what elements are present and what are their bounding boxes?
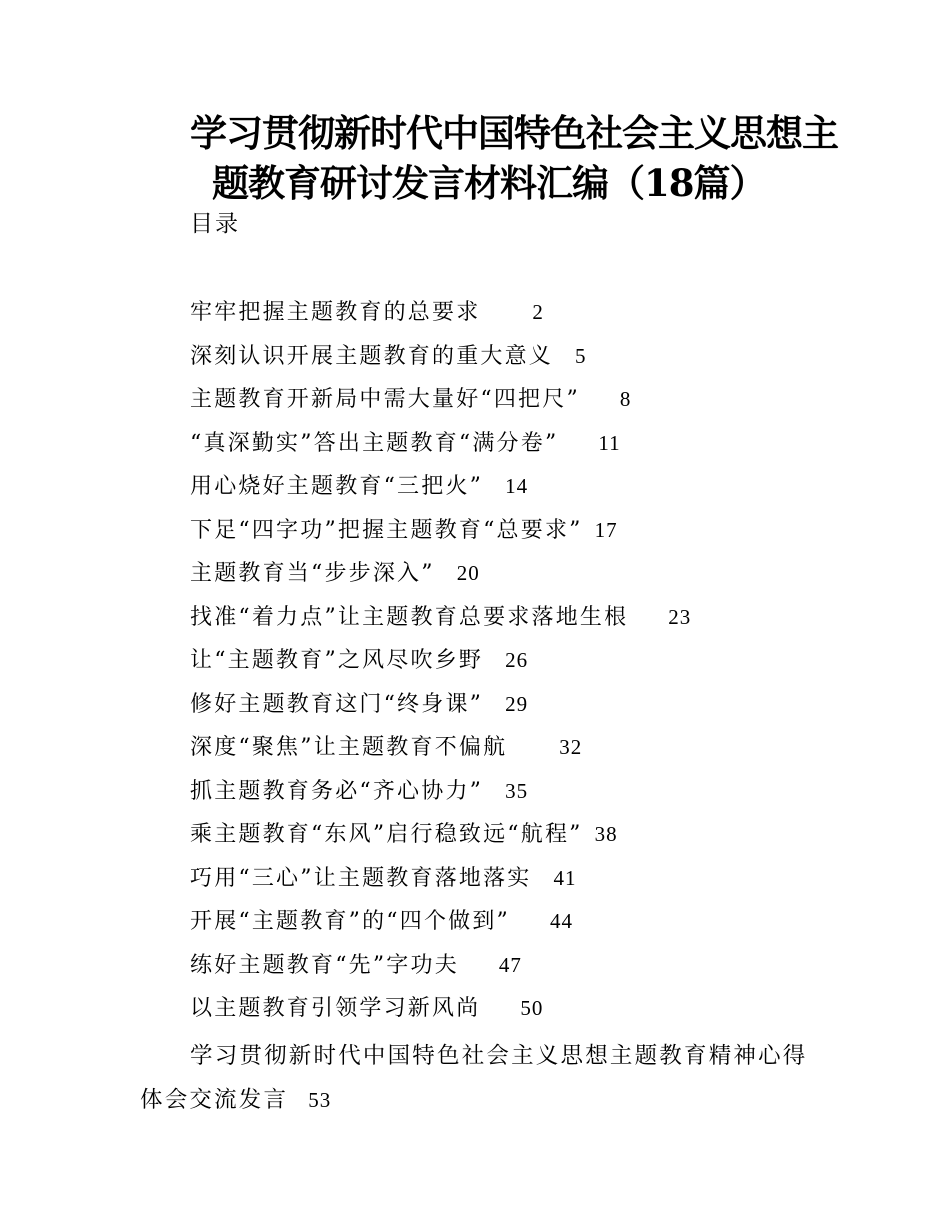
toc-entry[interactable]: [190, 860, 850, 904]
toc-entry-page: 14: [505, 474, 529, 498]
toc-entry[interactable]: [190, 468, 850, 512]
toc-entry-page: 47: [498, 952, 522, 977]
toc-entry-title: 乘主题教育“东风”启行稳致远“航程”: [190, 822, 583, 847]
document-title-line-1: 学习贯彻新时代中国特色社会主义思想主: [190, 111, 838, 155]
toc-entry[interactable]: [190, 642, 850, 686]
toc-entry-page: 26: [505, 648, 529, 672]
toc-entry[interactable]: [190, 729, 850, 773]
toc-entry-title: 巧用“三心”让主题教育落地落实: [190, 865, 532, 891]
toc-entry[interactable]: [190, 599, 850, 643]
toc-entry-title: 抓主题教育务必“齐心协力”: [190, 778, 484, 804]
toc-entry-title: 让“主题教育”之风尽吹乡野: [190, 648, 484, 673]
toc-entry-title: 开展“主题教育”的“四个做到”: [190, 909, 510, 934]
toc-entry-page: 23: [668, 604, 692, 629]
toc-entry-title: 学习贯彻新时代中国特色社会主义思想主题教育精神心得体会交流发言: [140, 1043, 808, 1113]
toc-entry-title: 练好主题教育“先”字功夫: [190, 952, 459, 978]
toc-entry-title: 以主题教育引领学习新风尚: [190, 996, 481, 1021]
toc-entry-title: 修好主题教育这门“终身课”: [190, 691, 484, 717]
toc-entry-title: “真深勤实”答出主题教育“满分卷”: [190, 430, 559, 456]
toc-entry[interactable]: [190, 947, 850, 991]
toc-entry-title: 主题教育当“步步深入”: [190, 561, 435, 586]
toc-entry-final[interactable]: [140, 1034, 830, 1122]
toc-entry-title: 牢牢把握主题教育的总要求: [190, 300, 481, 325]
toc-entry-title: 深度“聚焦”让主题教育不偏航: [190, 735, 508, 760]
toc-entry-title: 主题教育开新局中需大量好“四把尺”: [190, 387, 580, 412]
toc-entry-title: 下足“四字功”把握主题教育“总要求”: [190, 517, 583, 543]
toc-entry-page: 2: [532, 300, 544, 324]
toc-entry[interactable]: [190, 294, 850, 338]
toc-entry-title: 用心烧好主题教育“三把火”: [190, 474, 484, 499]
toc-entry[interactable]: [190, 425, 850, 469]
toc-entry-page: 8: [619, 387, 632, 411]
toc-entry-page: 17: [594, 517, 618, 542]
toc-entry[interactable]: [190, 686, 850, 730]
toc-entry[interactable]: [190, 990, 850, 1034]
toc-entry-page: 50: [520, 996, 544, 1020]
toc-entry[interactable]: [190, 816, 850, 860]
toc-entry[interactable]: [190, 773, 850, 817]
table-of-contents: [190, 294, 850, 1034]
document-title: [190, 108, 838, 208]
toc-entry-page: 38: [594, 822, 618, 846]
toc-entry-page: 32: [559, 735, 583, 759]
toc-entry-page: 41: [553, 865, 577, 890]
toc-entry[interactable]: [190, 512, 850, 556]
toc-entry-page: 44: [550, 909, 573, 933]
toc-entry-page: 35: [505, 778, 529, 803]
toc-entry[interactable]: [190, 903, 850, 947]
toc-entry-page: 53: [308, 1088, 332, 1112]
toc-entry-title: 深刻认识开展主题教育的重大意义: [190, 343, 554, 369]
toc-entry[interactable]: [190, 338, 850, 382]
toc-entry[interactable]: [190, 381, 850, 425]
toc-entry-page: 20: [456, 561, 480, 585]
toc-entry[interactable]: [190, 555, 850, 599]
toc-entry-title: 找准“着力点”让主题教育总要求落地生根: [190, 604, 629, 630]
toc-heading: 目录: [190, 211, 240, 237]
toc-entry-page: 29: [505, 691, 529, 716]
document-title-line-2: 题教育研讨发言材料汇编（18篇）: [212, 161, 766, 205]
toc-entry-page: 5: [575, 343, 587, 368]
toc-entry-page: 11: [598, 430, 621, 455]
